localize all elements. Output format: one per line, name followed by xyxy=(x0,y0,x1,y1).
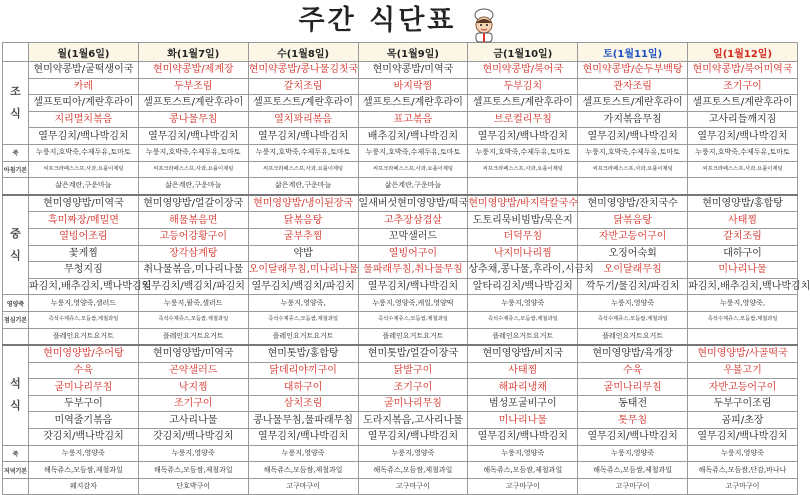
menu-cell: 장각삼계탕 xyxy=(138,245,248,262)
menu-cell: 갈치조림 xyxy=(248,78,358,95)
menu-cell: 해물볶음면 xyxy=(138,212,248,229)
lunch-basic-2-label xyxy=(3,328,29,345)
menu-cell: 현미톳밥/홍합탕 xyxy=(248,345,358,362)
dinner-basic-2-row xyxy=(3,478,798,495)
menu-cell: 배추김치/백나박김치 xyxy=(358,128,468,145)
header xyxy=(0,0,800,42)
dinner-basic-2-cell: 고구마구이 xyxy=(468,478,578,495)
menu-cell: 현미영양밥/육개장 xyxy=(578,345,688,362)
menu-cell: 브로컬리무침 xyxy=(468,111,578,128)
menu-cell: 파김치,배추김치,백나박김치 xyxy=(688,278,798,295)
menu-cell: 열치꽈리볶음 xyxy=(248,111,358,128)
menu-cell: 열무김치/백나박김치 xyxy=(468,429,578,446)
morning-basic-2-cell: 삶은계란,구운마늘 xyxy=(138,178,248,195)
lunch-row xyxy=(3,195,798,212)
lunch-basic-2-cell: 플레인요거트요거트 xyxy=(29,328,139,345)
menu-cell: 미역줄기볶음 xyxy=(29,412,139,429)
porridge-evening-cell: 누룽지,영양죽 xyxy=(248,445,358,462)
porridge-evening-cell: 누룽지,영양죽 xyxy=(468,445,578,462)
menu-cell: 셀프토스트/계란후라이 xyxy=(358,95,468,112)
menu-cell: 열무김치/백나박김치 xyxy=(248,429,358,446)
nutrition-porridge-row xyxy=(3,295,798,312)
dinner-row xyxy=(3,379,798,396)
menu-cell: 알타리김치/백나박김치 xyxy=(468,278,578,295)
menu-cell: 열무김치/백김치/파김치 xyxy=(138,278,248,295)
dinner-basic-label: 저녁기본 xyxy=(3,462,29,479)
menu-cell: 굴미나리무침 xyxy=(578,379,688,396)
menu-cell: 현미약콩밥/북어미역국 xyxy=(688,62,798,79)
menu-cell: 파김치,배추김치,백나박김치 xyxy=(29,278,139,295)
lunch-basic-cell: 즉석수제쥬스,모듬쌈,제철과일 xyxy=(358,311,468,328)
menu-cell: 꼬막샐러드 xyxy=(358,228,468,245)
menu-cell: 굴미나리무침 xyxy=(358,395,468,412)
corner-cell xyxy=(3,43,29,62)
dinner-row xyxy=(3,362,798,379)
morning-basic-cell: 씨프크라페스스프,사과,요플이제팅 xyxy=(29,161,139,178)
lunch-basic-2-cell: 플레인요거트요거트 xyxy=(248,328,358,345)
dinner-basic-2-cell: 고구마구이 xyxy=(578,478,688,495)
day-header-row xyxy=(3,43,798,62)
menu-cell: 열무김치/백나박김치 xyxy=(578,128,688,145)
lunch-category-label: 중 식 xyxy=(3,195,29,295)
dinner-basic-2-cell: 고구마구이 xyxy=(358,478,468,495)
dinner-basic-2-cell: 웨지감자 xyxy=(29,478,139,495)
menu-cell: 삼치조림 xyxy=(248,395,358,412)
lunch-basic-2-row xyxy=(3,328,798,345)
breakfast-category-label: 조 식 xyxy=(3,62,29,145)
dinner-basic-cell: 해독쥬스,모듬쌈,제철과일 xyxy=(578,462,688,479)
menu-cell: 콩나물무침 xyxy=(138,111,248,128)
menu-cell: 곤약샐러드 xyxy=(138,362,248,379)
lunch-row xyxy=(3,228,798,245)
porridge-morning-label: 죽 xyxy=(3,144,29,161)
menu-cell: 오이달래무침 xyxy=(578,262,688,279)
menu-cell: 셀프토띠아/계란후라이 xyxy=(29,95,139,112)
menu-cell: 도토리묵비빔밥/묵은지 xyxy=(468,212,578,229)
breakfast-row xyxy=(3,128,798,145)
morning-basic-2-cell xyxy=(688,178,798,195)
menu-cell: 고사리들깨지짐 xyxy=(688,111,798,128)
menu-cell: 오징어숙회 xyxy=(578,245,688,262)
menu-cell: 열빙어조림 xyxy=(29,228,139,245)
menu-cell: 고사리나물 xyxy=(138,412,248,429)
morning-basic-2-cell xyxy=(468,178,578,195)
menu-cell: 두부조림 xyxy=(138,78,248,95)
menu-cell: 셀프토스트/계란후라이 xyxy=(468,95,578,112)
lunch-basic-cell: 즉석수제쥬스,모듬쌈,제철과일 xyxy=(578,311,688,328)
menu-cell: 현미영양밥/잔치국수 xyxy=(578,195,688,212)
lunch-basic-row xyxy=(3,311,798,328)
nutrition-porridge-cell: 누룽지,영양죽, xyxy=(688,295,798,312)
dinner-basic-cell: 해독쥬스,모듬쌈,제철과일 xyxy=(248,462,358,479)
porridge-evening-cell: 누룽지,영양죽 xyxy=(138,445,248,462)
morning-basic-row xyxy=(3,161,798,178)
menu-cell: 닭데리야끼구이 xyxy=(248,362,358,379)
menu-cell: 셀프토스트/계란후라이 xyxy=(688,95,798,112)
breakfast-row xyxy=(3,78,798,95)
menu-cell: 오이달래무침,미나리나물 xyxy=(248,262,358,279)
menu-cell: 두부김치 xyxy=(468,78,578,95)
day-header: 화(1월7일) xyxy=(138,43,248,62)
menu-cell: 열무김치/백나박김치 xyxy=(29,128,139,145)
dinner-basic-2-label xyxy=(3,478,29,495)
dinner-basic-cell: 해독쥬스,모듬쌈,단감,바나나 xyxy=(688,462,798,479)
menu-cell: 두부구이조림 xyxy=(688,395,798,412)
menu-cell: 대하구이 xyxy=(248,379,358,396)
menu-cell: 갓김치/백나박김치 xyxy=(138,429,248,446)
dinner-row xyxy=(3,395,798,412)
dinner-basic-row xyxy=(3,462,798,479)
morning-basic-cell: 씨프크라페스스프,사과,요플이제팅 xyxy=(688,161,798,178)
dinner-row xyxy=(3,412,798,429)
menu-cell: 현미영양밥/사골떡국 xyxy=(688,345,798,362)
day-header: 금(1월10일) xyxy=(468,43,578,62)
menu-cell: 범성포굴비구이 xyxy=(468,395,578,412)
porridge-evening-cell: 누룽지,영양죽 xyxy=(29,445,139,462)
menu-cell: 미나리나물 xyxy=(688,262,798,279)
menu-cell: 미나리나물 xyxy=(468,412,578,429)
menu-cell: 콩나물무침,물파래무침 xyxy=(248,412,358,429)
menu-cell: 현미약콩밥/제계장 xyxy=(138,62,248,79)
menu-cell: 현미영양밥/비지국 xyxy=(468,345,578,362)
menu-cell: 현미영양밥/추어탕 xyxy=(29,345,139,362)
nutrition-porridge-cell: 누룽지,영양죽,케일,영양떡 xyxy=(358,295,468,312)
menu-cell: 일새버섯현미영양밥/떡국 xyxy=(358,195,468,212)
menu-cell: 흑미짜장/메밀면 xyxy=(29,212,139,229)
menu-cell: 열빙어구이 xyxy=(358,245,468,262)
menu-cell: 대하구이 xyxy=(688,245,798,262)
day-header: 수(1월8일) xyxy=(248,43,358,62)
menu-cell: 곰피/초장 xyxy=(688,412,798,429)
menu-cell: 자반고등어구이 xyxy=(688,379,798,396)
page-title: 주간 식단표 xyxy=(298,5,457,36)
lunch-basic-cell: 즉석수제쥬스,모듬쌈,제철과일 xyxy=(688,311,798,328)
menu-cell: 바지락찜 xyxy=(358,78,468,95)
menu-cell: 굴미나리무침 xyxy=(29,379,139,396)
lunch-basic-cell: 즉석수제쥬스,모듬쌈,제철과일 xyxy=(468,311,578,328)
dinner-basic-cell: 해독쥬스,모듬쌈,제철과일 xyxy=(138,462,248,479)
nutrition-porridge-cell: 누룽지,영양죽 xyxy=(468,295,578,312)
menu-cell: 셀프토스트/계란후라이 xyxy=(138,95,248,112)
menu-cell: 가지볶음무침 xyxy=(578,111,688,128)
menu-cell: 갈치조림 xyxy=(688,228,798,245)
lunch-basic-2-cell: 플레인요거트요거트 xyxy=(358,328,468,345)
day-header-saturday: 토(1월11일) xyxy=(578,43,688,62)
morning-basic-cell: 씨프크라페스스프,사과,요플이제팅 xyxy=(248,161,358,178)
menu-cell: 현미약콩밥/북어국 xyxy=(468,62,578,79)
menu-cell: 열무김치/백나박김치 xyxy=(688,128,798,145)
lunch-basic-2-cell: 플레인요거트요거트 xyxy=(138,328,248,345)
porridge-morning-row xyxy=(3,144,798,161)
menu-cell: 현미약콩밥/순두부백탕 xyxy=(578,62,688,79)
menu-cell: 고추장삼겹살 xyxy=(358,212,468,229)
day-header: 목(1월9일) xyxy=(358,43,468,62)
porridge-morning-cell: 누룽지,호박죽,수제두유,토마토 xyxy=(468,144,578,161)
morning-basic-cell: 씨프크라페스스프,사과,요플이제팅 xyxy=(358,161,468,178)
menu-cell: 닭발구이 xyxy=(358,362,468,379)
menu-cell: 현미약콩밥/미역국 xyxy=(358,62,468,79)
menu-cell: 지리멸치볶음 xyxy=(29,111,139,128)
lunch-basic-2-cell: 플레인요거트요거트 xyxy=(468,328,578,345)
menu-cell: 수육 xyxy=(578,362,688,379)
menu-cell: 닭볶음탕 xyxy=(578,212,688,229)
breakfast-row xyxy=(3,95,798,112)
porridge-morning-cell: 누룽지,호박죽,수제두유,토마토 xyxy=(358,144,468,161)
menu-cell: 사태찜 xyxy=(688,212,798,229)
porridge-morning-cell: 누룽지,호박죽,수제두유,토마토 xyxy=(138,144,248,161)
menu-table xyxy=(2,42,810,495)
menu-cell: 열무김치/백나박김치 xyxy=(688,429,798,446)
menu-cell: 상추채,콩나물,후라이,시금치 xyxy=(468,262,578,279)
menu-cell: 현미톳밥/얼갈이장국 xyxy=(358,345,468,362)
dinner-basic-2-cell: 단호박구이 xyxy=(138,478,248,495)
dinner-basic-cell: 해독쥬스,모듬쌈,제철과일 xyxy=(358,462,468,479)
menu-cell: 동태전 xyxy=(578,395,688,412)
menu-cell: 현미약콩밥/굴떡생이국 xyxy=(29,62,139,79)
dinner-basic-cell: 해독쥬스,모듬쌈,제철과일 xyxy=(29,462,139,479)
morning-basic-cell: 씨프크라페스스프,사과,요플이제팅 xyxy=(578,161,688,178)
dinner-basic-cell: 해독쥬스,모듬쌈,제철과일 xyxy=(468,462,578,479)
menu-cell: 현미영양밥/미역국 xyxy=(29,195,139,212)
breakfast-row xyxy=(3,62,798,79)
menu-cell: 해파리냉채 xyxy=(468,379,578,396)
menu-cell: 표고볶음 xyxy=(358,111,468,128)
menu-cell: 열무김치/백나박김치 xyxy=(358,278,468,295)
porridge-morning-cell: 누룽지,호박죽,수제두유,토마토 xyxy=(248,144,358,161)
morning-basic-2-cell: 삶은계란,구운마늘 xyxy=(29,178,139,195)
menu-cell: 취나물볶음,미나리나물 xyxy=(138,262,248,279)
porridge-evening-label: 죽 xyxy=(3,445,29,462)
nutrition-porridge-cell: 누룽지,영양죽,샐러드 xyxy=(29,295,139,312)
menu-cell: 조기구이 xyxy=(358,379,468,396)
menu-cell: 우볼고기 xyxy=(688,362,798,379)
menu-cell: 현미영양밥/미역국 xyxy=(138,345,248,362)
menu-cell: 톳무침 xyxy=(578,412,688,429)
menu-cell: 물파래무침,취나물무침 xyxy=(358,262,468,279)
menu-cell: 열무김치/백나박김치 xyxy=(358,429,468,446)
nutrition-porridge-cell: 누룽지,팥죽,샐러드 xyxy=(138,295,248,312)
menu-cell: 셀프토스트/계란후라이 xyxy=(578,95,688,112)
nutrition-porridge-cell: 누룽지,영양죽 xyxy=(578,295,688,312)
menu-cell: 조기구이 xyxy=(138,395,248,412)
nutrition-porridge-cell: 누룽지,영양죽, xyxy=(248,295,358,312)
menu-cell: 열무김치/백나박김치 xyxy=(138,128,248,145)
morning-basic-2-row xyxy=(3,178,798,195)
menu-cell: 현미영양밥/얼갈이장국 xyxy=(138,195,248,212)
menu-cell: 열무김치/백나박김치 xyxy=(248,128,358,145)
lunch-basic-2-cell xyxy=(688,328,798,345)
dinner-row xyxy=(3,429,798,446)
menu-cell: 닭볶음탕 xyxy=(248,212,358,229)
menu-cell: 현미영양밥/홍합탕 xyxy=(688,195,798,212)
menu-cell: 사태찜 xyxy=(468,362,578,379)
porridge-morning-cell: 누룽지,호박죽,수제두유,토마토 xyxy=(578,144,688,161)
morning-basic-2-cell: 삶은계란,구운마늘 xyxy=(248,178,358,195)
menu-cell: 열무김치/백나박김치 xyxy=(468,128,578,145)
menu-cell: 수육 xyxy=(29,362,139,379)
menu-cell: 현미영양밥/냉이된장국 xyxy=(248,195,358,212)
morning-basic-2-cell: 삶은계란,구운마늘 xyxy=(358,178,468,195)
menu-cell: 약밥 xyxy=(248,245,358,262)
menu-cell: 열무김치/백나박김치 xyxy=(578,429,688,446)
porridge-evening-row xyxy=(3,445,798,462)
menu-cell: 현미약콩밥/콩나물김칫국 xyxy=(248,62,358,79)
nutrition-porridge-label: 영양죽 xyxy=(3,295,29,312)
menu-cell: 열무김치/백김치/파김치 xyxy=(248,278,358,295)
chef-mascot-icon xyxy=(467,7,501,43)
lunch-row xyxy=(3,212,798,229)
porridge-morning-cell: 누룽지,호박죽,수제두유,토마토 xyxy=(29,144,139,161)
menu-cell: 현미영양밥/바지락칼국수 xyxy=(468,195,578,212)
morning-basic-2-label xyxy=(3,178,29,195)
dinner-basic-2-cell: 고구마구이 xyxy=(688,478,798,495)
porridge-evening-cell: 누룽지,영양죽 xyxy=(358,445,468,462)
menu-cell: 굴부추찜 xyxy=(248,228,358,245)
menu-cell: 낙지미나리찜 xyxy=(468,245,578,262)
menu-cell: 깍두기/물김치/파김치 xyxy=(578,278,688,295)
menu-cell: 갓김치/백나박김치 xyxy=(29,429,139,446)
menu-cell: 셀프토스트/계란후라이 xyxy=(248,95,358,112)
menu-cell: 관자조림 xyxy=(578,78,688,95)
lunch-basic-cell: 즉석수제쥬스,모듬쌈,제철과일 xyxy=(29,311,139,328)
lunch-basic-label: 점심기본 xyxy=(3,311,29,328)
menu-cell: 무청지짐 xyxy=(29,262,139,279)
day-header-sunday: 일(1월12일) xyxy=(688,43,798,62)
menu-cell: 고등어강황구이 xyxy=(138,228,248,245)
menu-cell: 자반고등어구이 xyxy=(578,228,688,245)
menu-cell: 더덕무침 xyxy=(468,228,578,245)
lunch-row xyxy=(3,262,798,279)
menu-cell: 두부구이 xyxy=(29,395,139,412)
lunch-basic-cell: 즉석수제쥬스,모듬쌈,제철과일 xyxy=(248,311,358,328)
lunch-row xyxy=(3,278,798,295)
menu-cell: 도라지볶음,고사리나물 xyxy=(358,412,468,429)
menu-cell: 카레 xyxy=(29,78,139,95)
porridge-morning-cell: 누룽지,호박죽,수제두유,토마토 xyxy=(688,144,798,161)
morning-basic-cell: 씨프크라페스스프,사과,요플이제팅 xyxy=(138,161,248,178)
day-header: 월(1월6일) xyxy=(29,43,139,62)
lunch-basic-2-cell: 플레인요거트요거트 xyxy=(578,328,688,345)
menu-cell: 꽃게찜 xyxy=(29,245,139,262)
dinner-category-label: 석 식 xyxy=(3,345,29,445)
porridge-evening-cell: 누룽지,영양죽 xyxy=(688,445,798,462)
lunch-row xyxy=(3,245,798,262)
breakfast-row xyxy=(3,111,798,128)
lunch-basic-cell: 즉석수제쥬스,모듬쌈,제철과일 xyxy=(138,311,248,328)
dinner-row xyxy=(3,345,798,362)
morning-basic-label: 아침기본 xyxy=(3,161,29,178)
morning-basic-2-cell xyxy=(578,178,688,195)
morning-basic-cell: 씨프크라페스스프,사과,요플이제팅 xyxy=(468,161,578,178)
porridge-evening-cell: 누룽지,영양죽 xyxy=(578,445,688,462)
dinner-basic-2-cell: 고구마구이 xyxy=(248,478,358,495)
menu-cell: 조기구이 xyxy=(688,78,798,95)
menu-cell: 낙지찜 xyxy=(138,379,248,396)
